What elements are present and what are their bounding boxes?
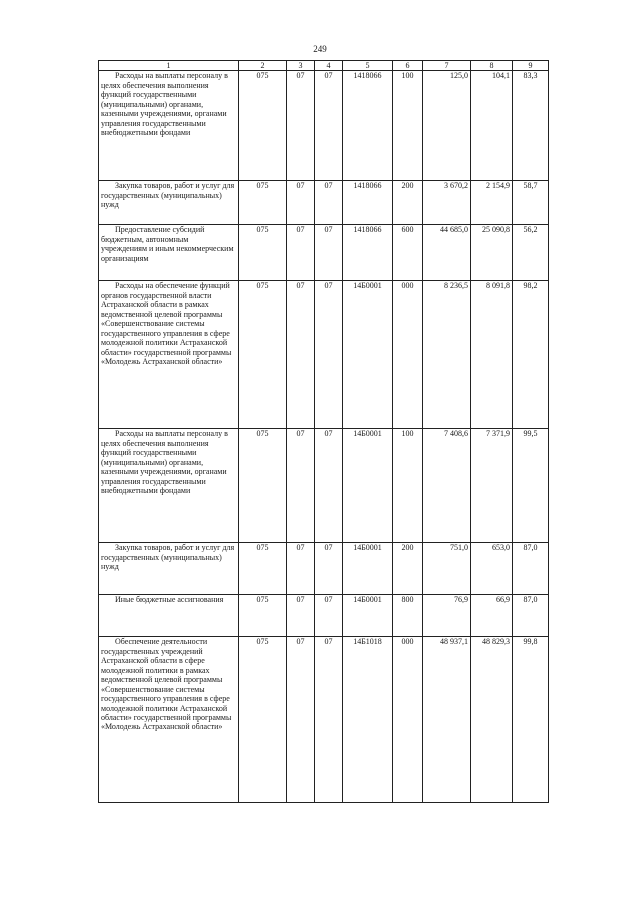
cell-subsection: 07: [315, 281, 343, 429]
col-header-4: 4: [315, 61, 343, 71]
cell-target-item: 14Б0001: [343, 595, 393, 637]
col-header-6: 6: [393, 61, 423, 71]
cell-planned: 7 408,6: [423, 429, 471, 543]
row-description: Предоставление субсидий бюджетным, автономным учреждениям и иным некоммерческим организациям: [99, 225, 239, 281]
cell-ministry-code: 075: [239, 281, 287, 429]
cell-ministry-code: 075: [239, 543, 287, 595]
cell-ministry-code: 075: [239, 71, 287, 181]
table-row: [99, 543, 549, 595]
col-header-7: 7: [423, 61, 471, 71]
cell-percent: 56,2: [513, 225, 549, 281]
cell-expense-type: 200: [393, 181, 423, 225]
table-row: [99, 637, 549, 803]
cell-target-item: 14Б0001: [343, 429, 393, 543]
cell-target-item: 14Б0001: [343, 281, 393, 429]
cell-percent: 87,0: [513, 543, 549, 595]
col-header-2: 2: [239, 61, 287, 71]
row-description: Расходы на обеспечение функций органов государственной власти Астраханской области в рамках ведомственной целевой программы «Совершенствование системы государственного управления в сфере молодежной политики Астраханской области» государственной программы «Молодежь Астраханской области»: [99, 281, 239, 429]
table-row: [99, 71, 549, 181]
cell-target-item: 1418066: [343, 181, 393, 225]
cell-ministry-code: 075: [239, 181, 287, 225]
cell-percent: 99,8: [513, 637, 549, 803]
cell-planned: 751,0: [423, 543, 471, 595]
cell-percent: 87,0: [513, 595, 549, 637]
cell-subsection: 07: [315, 595, 343, 637]
cell-percent: 83,3: [513, 71, 549, 181]
cell-percent: 99,5: [513, 429, 549, 543]
cell-executed: 48 829,3: [471, 637, 513, 803]
col-header-1: 1: [99, 61, 239, 71]
cell-percent: 58,7: [513, 181, 549, 225]
cell-target-item: 1418066: [343, 225, 393, 281]
cell-target-item: 14Б0001: [343, 543, 393, 595]
cell-expense-type: 600: [393, 225, 423, 281]
cell-executed: 8 091,8: [471, 281, 513, 429]
cell-planned: 8 236,5: [423, 281, 471, 429]
col-header-8: 8: [471, 61, 513, 71]
cell-expense-type: 000: [393, 281, 423, 429]
cell-expense-type: 000: [393, 637, 423, 803]
cell-executed: 66,9: [471, 595, 513, 637]
cell-section: 07: [287, 71, 315, 181]
row-description: Закупка товаров, работ и услуг для государственных (муниципальных) нужд: [99, 543, 239, 595]
table-row: [99, 429, 549, 543]
cell-subsection: 07: [315, 181, 343, 225]
row-description: Расходы на выплаты персоналу в целях обеспечения выполнения функций государственными (муниципальными) органами, казенными учреждениями, органами управления государственными внебюджетными фондами: [99, 71, 239, 181]
cell-expense-type: 800: [393, 595, 423, 637]
cell-planned: 48 937,1: [423, 637, 471, 803]
table-row: [99, 595, 549, 637]
cell-planned: 76,9: [423, 595, 471, 637]
cell-section: 07: [287, 429, 315, 543]
cell-subsection: 07: [315, 543, 343, 595]
cell-executed: 25 090,8: [471, 225, 513, 281]
table-row: [99, 181, 549, 225]
cell-subsection: 07: [315, 637, 343, 803]
cell-section: 07: [287, 543, 315, 595]
cell-executed: 2 154,9: [471, 181, 513, 225]
cell-ministry-code: 075: [239, 637, 287, 803]
cell-subsection: 07: [315, 429, 343, 543]
cell-section: 07: [287, 225, 315, 281]
cell-subsection: 07: [315, 71, 343, 181]
cell-section: 07: [287, 281, 315, 429]
cell-executed: 7 371,9: [471, 429, 513, 543]
cell-section: 07: [287, 181, 315, 225]
cell-section: 07: [287, 595, 315, 637]
cell-percent: 98,2: [513, 281, 549, 429]
table-row: [99, 225, 549, 281]
cell-target-item: 1418066: [343, 71, 393, 181]
cell-target-item: 14Б1018: [343, 637, 393, 803]
col-header-5: 5: [343, 61, 393, 71]
cell-planned: 44 685,0: [423, 225, 471, 281]
col-header-3: 3: [287, 61, 315, 71]
cell-expense-type: 100: [393, 429, 423, 543]
table-row: [99, 281, 549, 429]
cell-section: 07: [287, 637, 315, 803]
cell-subsection: 07: [315, 225, 343, 281]
budget-table: [98, 60, 549, 803]
col-header-9: 9: [513, 61, 549, 71]
cell-ministry-code: 075: [239, 429, 287, 543]
row-description: Расходы на выплаты персоналу в целях обеспечения выполнения функций государственными (муниципальными) органами, казенными учреждениями, органами управления государственными внебюджетными фондами: [99, 429, 239, 543]
row-description: Иные бюджетные ассигнования: [99, 595, 239, 637]
row-description: Закупка товаров, работ и услуг для государственных (муниципальных) нужд: [99, 181, 239, 225]
cell-expense-type: 100: [393, 71, 423, 181]
cell-expense-type: 200: [393, 543, 423, 595]
cell-executed: 653,0: [471, 543, 513, 595]
row-description: Обеспечение деятельности государственных учреждений Астраханской области в сфере молодежной политики в рамках ведомственной целевой программы «Совершенствование системы государственного управления в сфере молодежной политики Астраханской области» государственной программы «Молодежь Астраханской области»: [99, 637, 239, 803]
page-number: 249: [313, 44, 327, 54]
cell-planned: 125,0: [423, 71, 471, 181]
cell-executed: 104,1: [471, 71, 513, 181]
cell-ministry-code: 075: [239, 225, 287, 281]
cell-ministry-code: 075: [239, 595, 287, 637]
header-row: [99, 61, 549, 71]
cell-planned: 3 670,2: [423, 181, 471, 225]
